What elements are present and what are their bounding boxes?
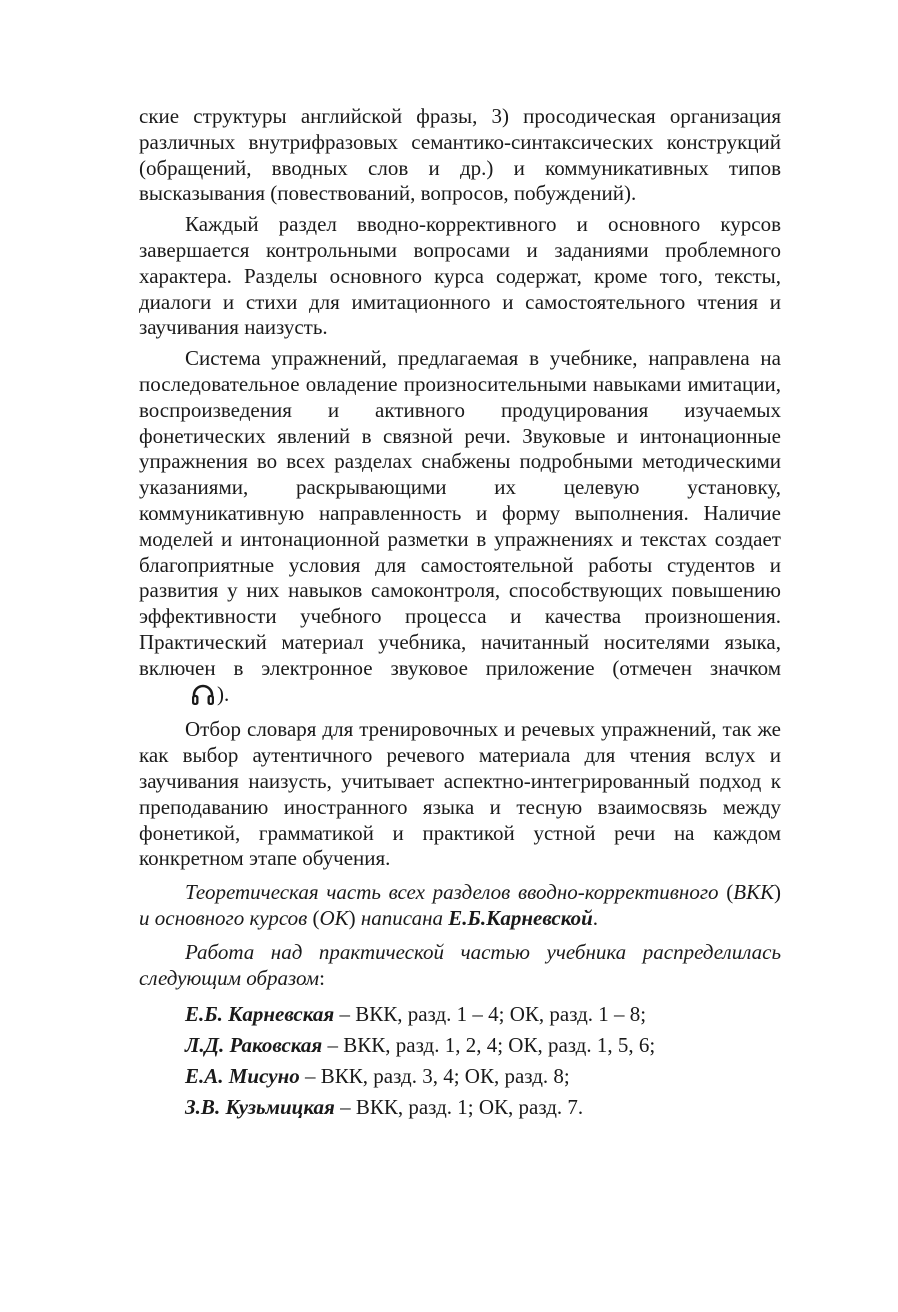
paragraph-5 [139,880,781,932]
p5-vkk: ВКК [733,880,775,905]
credit-detail: – ВКК, разд. 3, 4; ОК, разд. 8; [299,1064,570,1089]
p5-ok: ОК [319,905,349,930]
paragraph-2: Каждый раздел вводно-коррективного и основного курсов завершается контрольными вопросами и заданиями проблемного характера. Разделы основного курса содержат, кроме того, тексты, диалоги и стихи для имитационного и самостоятельного чтения и заучивания наизусть. [139,212,781,340]
p5-author: Е.Б.Карневской [448,905,593,930]
paragraph-3 [139,346,781,712]
credit-name: З.В. Кузьмицкая [185,1095,335,1120]
paragraph-4: Отбор словаря для тренировочных и речевых упражнений, так же как выбор аутентичного речевого материала для чтения вслух и заучивания наизусть, учитывает аспектно-интегрированный подход к преподаванию иностранного языка и тесную взаимосвязь между фонетикой, грамматикой и практикой устной речи на каждом конкретном этапе обучения. [139,717,781,871]
p5-paren-open-2: ( [312,905,320,930]
credits-list [139,999,781,1123]
headphones-icon [145,684,215,713]
paragraph-6 [139,940,781,992]
credit-name: Е.А. Мисуно [185,1064,300,1089]
credit-detail: – ВКК, разд. 1; ОК, разд. 7. [334,1095,584,1120]
credit-line [139,999,781,1030]
p5-paren-open: ( [718,880,734,905]
credit-name: Е.Б. Карневская [185,1002,335,1027]
p5-part1: Теоретическая часть всех разделов вводно-коррективного [185,880,719,905]
credit-detail: – ВКК, разд. 1, 2, 4; ОК, разд. 1, 5, 6; [322,1033,656,1058]
p5-mid: и основного курсов [139,905,313,930]
paragraph-3-text: Система упражнений, предлагаемая в учебнике, направлена на последовательное овладение произносительными навыками имитации, воспроизведения и активного продуцирования изучаемых фонетических явлений в связной речи. Звуковые и интонационные упражнения во всех разделах снабжены подробными методическими указаниями, раскрывающими их целевую установку, коммуникативную направленность и форму выполнения. Наличие моделей и интонационной разметки в упражнениях и текстах создает благоприятные условия для самостоятельной работы студентов и развития у них навыков самоконтроля, способствующих повышению эффективности учебного процесса и качества произношения. Практический материал учебника, начитанный носителями языка, включен в электронное звуковое приложение (отмечен значком [139,346,781,680]
credit-detail: – ВКК, разд. 1 – 4; ОК, разд. 1 – 8; [334,1002,647,1027]
paragraph-3-end: ). [217,681,230,706]
p5-end: . [592,905,599,930]
p6-colon: : [319,965,325,990]
credit-name: Л.Д. Раковская [185,1033,323,1058]
document-page [139,104,781,1123]
credit-line [139,1061,781,1092]
credit-line [139,1092,781,1123]
p5-mid-paren: ) [774,880,782,905]
credit-line [139,1030,781,1061]
p6-text: Работа над практической частью учебника распределилась следующим образом [139,939,781,990]
paragraph-1: ские структуры английской фразы, 3) просодическая организация различных внутрифразовых семантико-синтаксических конструкций (обращений, вводных слов и др.) и коммуникативных типов высказывания (повествований, вопросов, побуждений). [139,104,781,206]
p5-paren-close-2: ) [348,905,356,930]
p5-written: написана [355,905,449,930]
